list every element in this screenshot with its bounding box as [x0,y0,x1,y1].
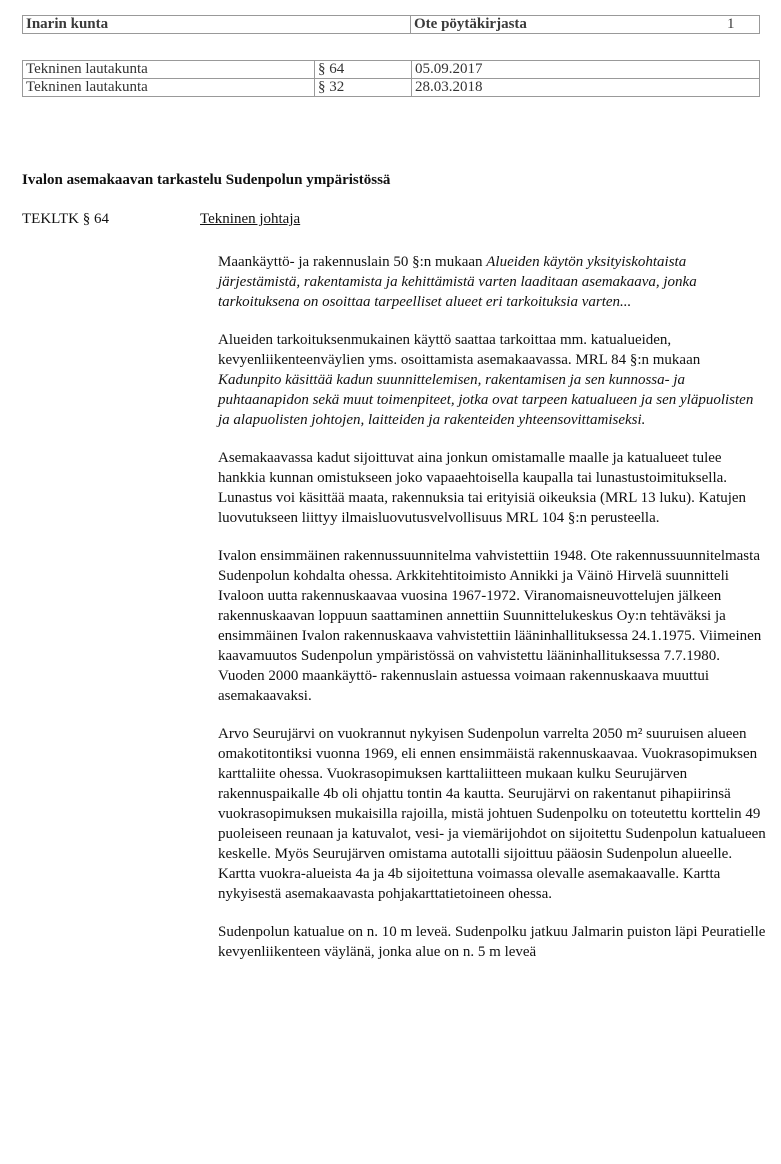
legal-quote: Kadunpito käsittää kadun suunnittelemisen, rakentamisen ja sen kunnossa- ja puhtaanapidon sekä muut toimenpiteet, jotka ovat tarpeen katualueen ja sen yläpuolisten ja alapuolisten johtojen, laitteiden ja rakenteiden yhteensovittamiseksi. [218,372,754,428]
page-number: 1 [647,16,760,34]
paragraph: Asemakaavassa kadut sijoittuvat aina jonkun omistamalle maalle ja katualueet tulee hankkia kunnan omistukseen joko vapaaehtoisella kaupalla tai lunastustoimituksella. Lunastus voi käsittää maata, rakennuksia tai erityisiä oikeuksia (MRL 13 luku). Katujen luovutukseen liittyy ilmaisluovutusvelvollisuus MRL 104 §:n perusteella. [218,450,747,526]
table-row [23,79,760,97]
paragraph: Arvo Seurujärvi on vuokrannut nykyisen Sudenpolun varrelta 2050 m² suuruisen alueen omakotitontiksi vuonna 1969, eli ennen ensimmäistä rakennuskaavaa. Vuokrasopimuksen karttaliite ohessa. Vuokrasopimuksen karttaliitteen mukaan kulku Seurujärven rakennuspaikalle 4b oli ohjattu tontin 4a kautta. Seurujärvi on rakentanut pihapiirinsä vuokrasopimuksen mukaisilla rajoilla, mistä johtuen Sudenpolku on toteutettu korttelin 49 puoleiseen reunaan ja katuvalot, vesi- ja viemärijohdot on sijoitettu Sudenpolun katualueen keskelle. Myös Seurujärven omistama autotalli sijoittuu pääosin Sudenpolun alueelle. Kartta vuokra-alueista 4a ja 4b sijoitettuna voimassa olevalle asemakaavalle. Kartta nykyisestä asemakaavasta pohjakarttatietoineen ohessa. [218,726,766,902]
paragraph: Sudenpolun katualue on n. 10 m leveä. Sudenpolku jatkuu Jalmarin puiston läpi Peuratielle kevyenliikenteen väylänä, jonka alue on n. 5 m leveä [218,924,766,960]
meeting-references [22,60,760,97]
meeting-date: 28.03.2018 [412,79,760,97]
document-type: Ote pöytäkirjasta [411,16,648,34]
paragraph [218,252,766,312]
legal-quote: Alueiden käytön yksityiskohtaista järjestämistä, rakentamista ja kehittämistä varten laaditaan asemakaava, jonka tarkoituksena on osoittaa tarpeelliset alueet eri tarkoituksia varten... [218,254,697,310]
board-name: Tekninen lautakunta [23,61,315,79]
document-header [22,15,760,34]
meeting-date: 05.09.2017 [412,61,760,79]
board-name: Tekninen lautakunta [23,79,315,97]
paragraph-text: Maankäyttö- ja rakennuslain 50 §:n mukaan [218,254,487,270]
section-code: TEKLTK § 64 [22,211,109,227]
section-number: § 32 [315,79,412,97]
document-body [218,252,766,980]
paragraph [218,330,766,430]
table-row [23,61,760,79]
municipality-name: Inarin kunta [23,16,411,34]
presenter-role: Tekninen johtaja [200,211,301,227]
paragraph-text: Alueiden tarkoituksenmukainen käyttö saattaa tarkoittaa mm. katualueiden, kevyenliikenteenväylien yms. osoittamista asemakaavassa. MRL 84 §:n mukaan [218,332,701,368]
section-number: § 64 [315,61,412,79]
paragraph: Ivalon ensimmäinen rakennussuunnitelma vahvistettiin 1948. Ote rakennussuunnitelmasta Sudenpolun kohdalta ohessa. Arkkitehtitoimisto Annikki ja Väinö Hirvelä suunnitteli Ivaloon uutta rakennuskaavaa vuosina 1967-1972. Viranomaisneuvottelujen jälkeen rakennuskaavan loppuun saattaminen annettiin Suunnittelukeskus Oy:n tehtäväksi ja ensimmäinen Ivalon rakennuskaava vahvistettiin lääninhallituksessa 24.1.1975. Viimeinen kaavamuutos Sudenpolun ympäristössä on vahvistettu lääninhallituksessa 7.7.1980. Vuoden 2000 maankäyttö- rakennuslain astuessa voimaan rakennuskaava muuttui asemakaavaksi. [218,548,762,704]
document-title: Ivalon asemakaavan tarkastelu Sudenpolun ympäristössä [22,172,391,188]
